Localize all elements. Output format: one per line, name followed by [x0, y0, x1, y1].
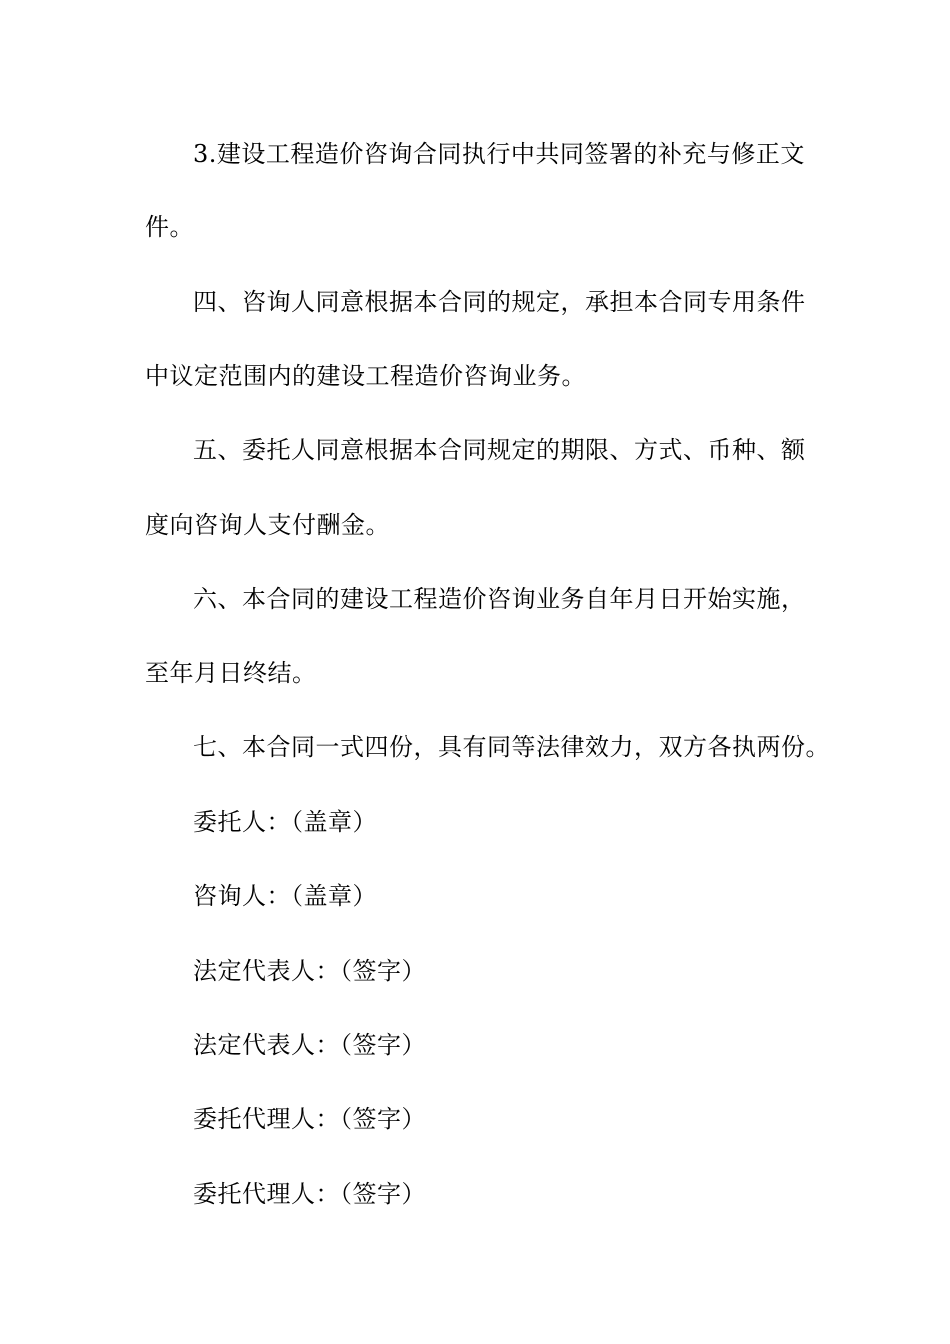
signature-line-agent-1: 委托代理人：（签字） — [193, 1105, 426, 1133]
paragraph-3-line-2: 度向咨询人支付酬金。 — [145, 511, 390, 539]
paragraph-3-line-1: 五、委托人同意根据本合同规定的期限、方式、币种、额 — [193, 436, 806, 464]
signature-line-legal-rep-2: 法定代表人：（签字） — [193, 1031, 426, 1059]
signature-line-legal-rep-1: 法定代表人：（签字） — [193, 957, 426, 985]
signature-line-consultant-seal: 咨询人：（盖章） — [193, 882, 377, 910]
signature-line-agent-2: 委托代理人：（签字） — [193, 1180, 426, 1208]
paragraph-5-line-1: 七、本合同一式四份，具有同等法律效力，双方各执两份。 — [193, 733, 830, 761]
signature-line-client-seal: 委托人：（盖章） — [193, 808, 377, 836]
paragraph-1-line-1: 3.建设工程造价咨询合同执行中共同签署的补充与修正文 — [193, 140, 805, 168]
paragraph-4-line-1: 六、本合同的建设工程造价咨询业务自年月日开始实施， — [193, 585, 806, 613]
paragraph-2-line-2: 中议定范围内的建设工程造价咨询业务。 — [145, 362, 586, 390]
paragraph-1-line-2: 件。 — [145, 213, 194, 241]
paragraph-4-line-2: 至年月日终结。 — [145, 659, 317, 687]
paragraph-2-line-1: 四、咨询人同意根据本合同的规定，承担本合同专用条件 — [193, 288, 806, 316]
